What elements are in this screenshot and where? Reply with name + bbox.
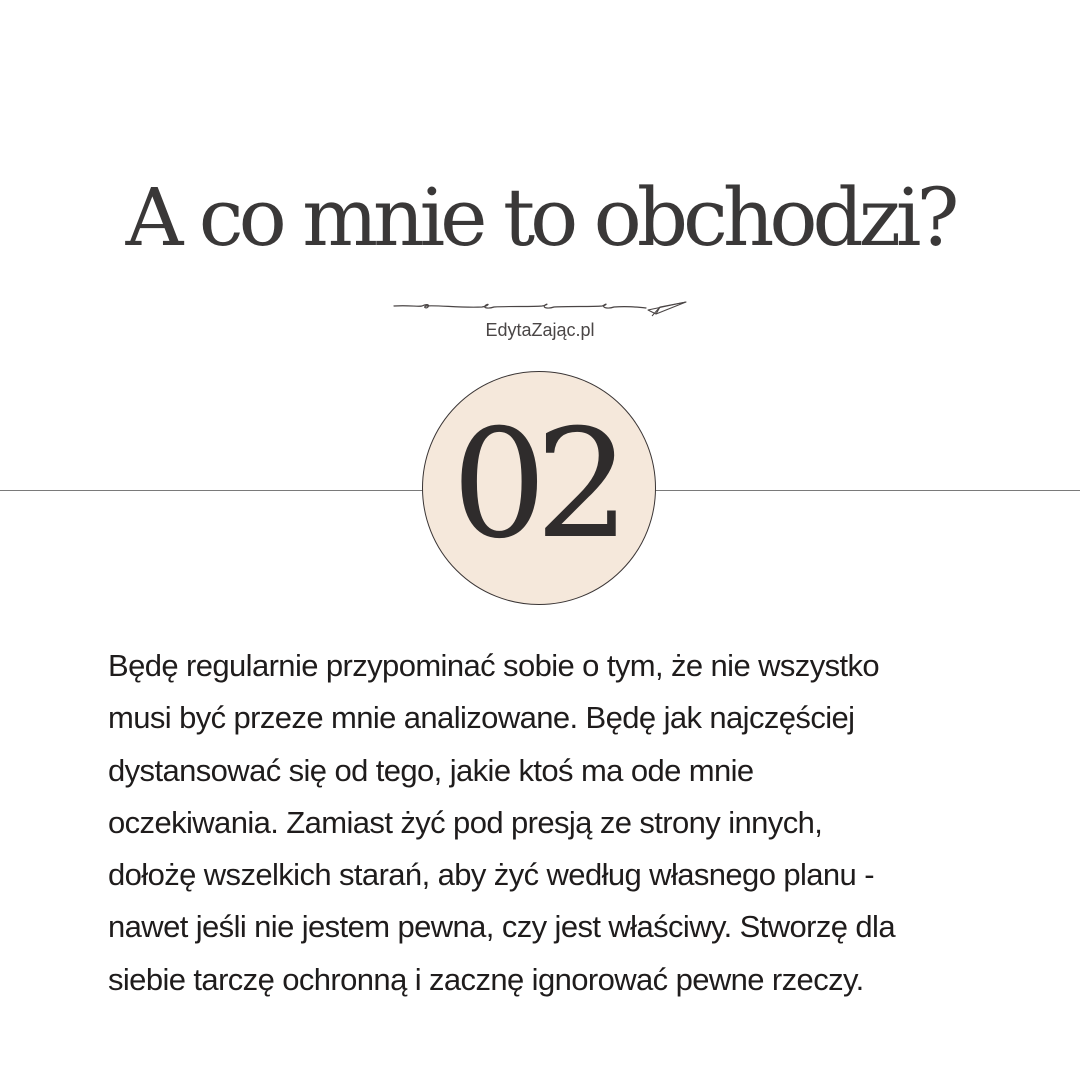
body-line: oczekiwania. Zamiast żyć pod presją ze strony innych, [108, 804, 823, 840]
body-line: Będę regularnie przypominać sobie o tym, że nie wszystko [108, 648, 880, 683]
body-line: musi być przeze mnie analizowane. Będę jak najczęściej [108, 700, 855, 736]
body-line: dołożę wszelkich starań, aby żyć według własnego planu - [108, 857, 874, 893]
badge-number: 02 [451, 398, 619, 572]
number-badge [422, 371, 656, 605]
body-paragraph [108, 640, 988, 1006]
page-title: A co mnie to obchodzi? [125, 171, 955, 264]
body-line: nawet jeśli nie jestem pewna, czy jest właściwy. Stworzę dla [108, 909, 895, 945]
body-line: siebie tarczę ochronną i zacznę ignorować pewne rzeczy. [108, 961, 864, 997]
body-line: dystansować się od tego, jakie ktoś ma ode mnie [108, 752, 754, 788]
brand-label: EdytaZając.pl [485, 320, 595, 340]
